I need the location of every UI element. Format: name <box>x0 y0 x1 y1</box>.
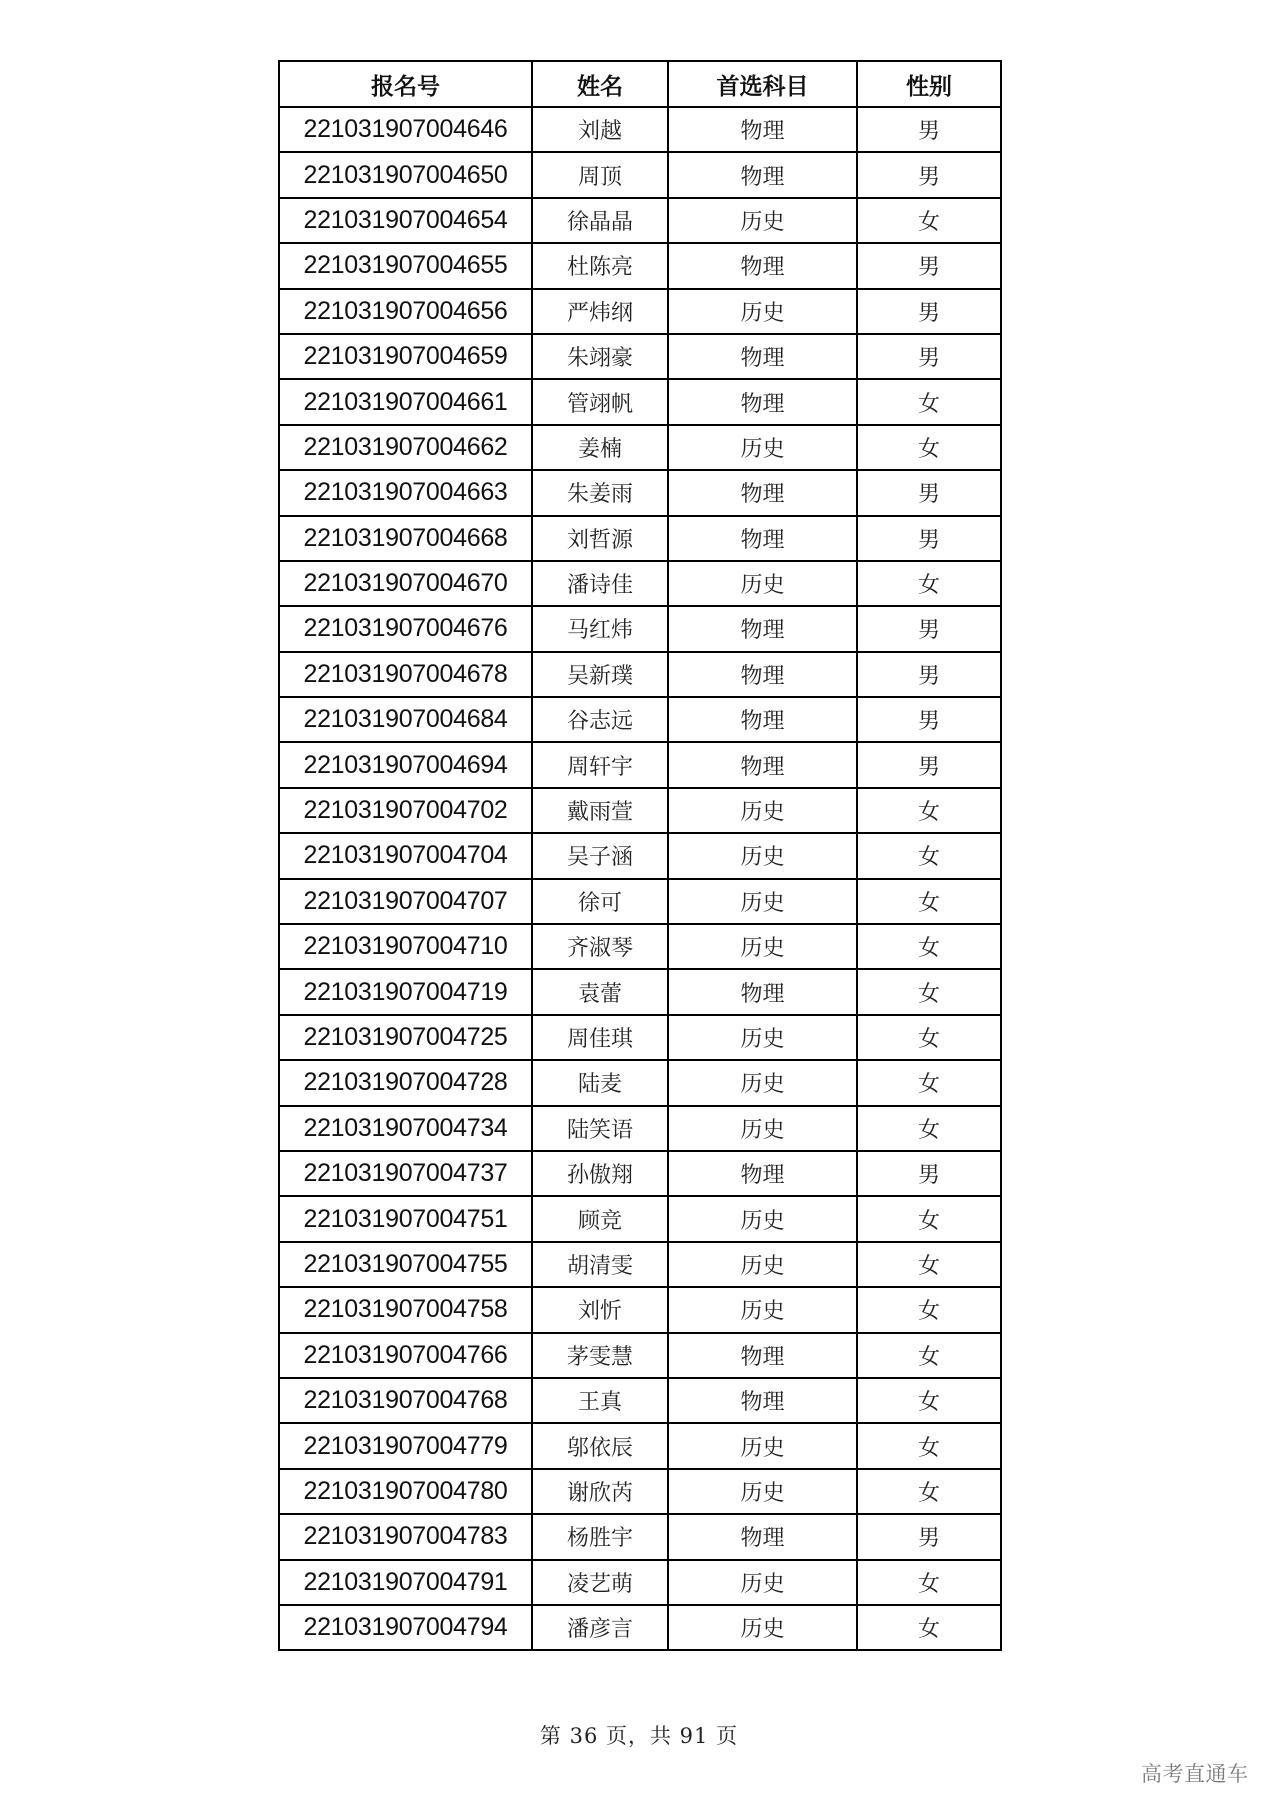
subject-cell: 物理 <box>668 379 857 424</box>
table-row <box>279 969 1001 1014</box>
table-row <box>279 152 1001 197</box>
table-row <box>279 1015 1001 1060</box>
registration-number-cell: 221031907004758 <box>279 1287 532 1332</box>
registration-number-cell: 221031907004676 <box>279 606 532 651</box>
table-row <box>279 334 1001 379</box>
table-row <box>279 1605 1001 1650</box>
registration-number-cell: 221031907004704 <box>279 833 532 878</box>
gender-cell: 女 <box>857 1560 1001 1605</box>
subject-cell: 物理 <box>668 1378 857 1423</box>
name-cell: 严炜纲 <box>532 289 668 334</box>
gender-cell: 男 <box>857 470 1001 515</box>
gender-cell: 男 <box>857 152 1001 197</box>
table-row <box>279 198 1001 243</box>
gender-cell: 女 <box>857 1469 1001 1514</box>
gender-cell: 男 <box>857 289 1001 334</box>
table-row <box>279 425 1001 470</box>
subject-cell: 历史 <box>668 1106 857 1151</box>
name-cell: 陆笑语 <box>532 1106 668 1151</box>
table-row <box>279 652 1001 697</box>
page-number-footer: 第 36 页，共 91 页 <box>539 1724 739 1748</box>
name-cell: 周轩宇 <box>532 742 668 787</box>
registration-number-cell: 221031907004780 <box>279 1469 532 1514</box>
gender-cell: 男 <box>857 107 1001 152</box>
gender-cell: 女 <box>857 833 1001 878</box>
table-row <box>279 697 1001 742</box>
table-row <box>279 833 1001 878</box>
table-row <box>279 742 1001 787</box>
subject-cell: 历史 <box>668 788 857 833</box>
subject-cell: 历史 <box>668 833 857 878</box>
registration-number-cell: 221031907004783 <box>279 1514 532 1559</box>
subject-cell: 物理 <box>668 1514 857 1559</box>
table-row <box>279 1514 1001 1559</box>
registration-number-cell: 221031907004655 <box>279 243 532 288</box>
table-row <box>279 1333 1001 1378</box>
subject-cell: 物理 <box>668 152 857 197</box>
subject-cell: 历史 <box>668 1423 857 1468</box>
name-cell: 吴子涵 <box>532 833 668 878</box>
gender-cell: 女 <box>857 1196 1001 1241</box>
gender-cell: 男 <box>857 697 1001 742</box>
table-row <box>279 1060 1001 1105</box>
name-cell: 朱翊豪 <box>532 334 668 379</box>
table-header-row <box>279 61 1001 107</box>
table-row <box>279 289 1001 334</box>
subject-cell: 历史 <box>668 1605 857 1650</box>
gender-cell: 男 <box>857 742 1001 787</box>
name-cell: 杜陈亮 <box>532 243 668 288</box>
subject-cell: 物理 <box>668 1333 857 1378</box>
name-cell: 王真 <box>532 1378 668 1423</box>
table-row <box>279 606 1001 651</box>
gender-cell: 女 <box>857 198 1001 243</box>
subject-cell: 物理 <box>668 107 857 152</box>
subject-cell: 历史 <box>668 1469 857 1514</box>
name-cell: 谷志远 <box>532 697 668 742</box>
name-cell: 刘越 <box>532 107 668 152</box>
table-row <box>279 1378 1001 1423</box>
registration-number-cell: 221031907004791 <box>279 1560 532 1605</box>
name-cell: 朱姜雨 <box>532 470 668 515</box>
subject-cell: 历史 <box>668 561 857 606</box>
registration-number-cell: 221031907004734 <box>279 1106 532 1151</box>
registration-number-cell: 221031907004702 <box>279 788 532 833</box>
registration-number-cell: 221031907004668 <box>279 516 532 561</box>
gender-cell: 男 <box>857 1514 1001 1559</box>
registration-number-cell: 221031907004755 <box>279 1242 532 1287</box>
gender-cell: 男 <box>857 606 1001 651</box>
gender-cell: 女 <box>857 1287 1001 1332</box>
table-row <box>279 379 1001 424</box>
table-row <box>279 1196 1001 1241</box>
name-cell: 谢欣芮 <box>532 1469 668 1514</box>
subject-cell: 物理 <box>668 1151 857 1196</box>
subject-cell: 物理 <box>668 697 857 742</box>
registration-number-cell: 221031907004766 <box>279 1333 532 1378</box>
table-row <box>279 788 1001 833</box>
name-cell: 吴新璞 <box>532 652 668 697</box>
registration-number-cell: 221031907004654 <box>279 198 532 243</box>
subject-cell: 历史 <box>668 1196 857 1241</box>
subject-cell: 物理 <box>668 606 857 651</box>
subject-cell: 历史 <box>668 924 857 969</box>
header-registration-number: 报名号 <box>279 61 532 107</box>
registration-number-cell: 221031907004656 <box>279 289 532 334</box>
table-row <box>279 107 1001 152</box>
name-cell: 周佳琪 <box>532 1015 668 1060</box>
table-body <box>279 107 1001 1650</box>
registration-number-cell: 221031907004684 <box>279 697 532 742</box>
subject-cell: 历史 <box>668 1560 857 1605</box>
name-cell: 凌艺萌 <box>532 1560 668 1605</box>
name-cell: 马红炜 <box>532 606 668 651</box>
subject-cell: 历史 <box>668 1060 857 1105</box>
name-cell: 徐晶晶 <box>532 198 668 243</box>
registration-number-cell: 221031907004794 <box>279 1605 532 1650</box>
subject-cell: 物理 <box>668 334 857 379</box>
registration-number-cell: 221031907004779 <box>279 1423 532 1468</box>
name-cell: 袁蕾 <box>532 969 668 1014</box>
subject-cell: 历史 <box>668 879 857 924</box>
table-row <box>279 879 1001 924</box>
name-cell: 刘哲源 <box>532 516 668 561</box>
gender-cell: 女 <box>857 1015 1001 1060</box>
name-cell: 刘忻 <box>532 1287 668 1332</box>
registration-number-cell: 221031907004646 <box>279 107 532 152</box>
table-row <box>279 1151 1001 1196</box>
subject-cell: 历史 <box>668 425 857 470</box>
subject-cell: 历史 <box>668 1287 857 1332</box>
subject-cell: 历史 <box>668 198 857 243</box>
gender-cell: 男 <box>857 1151 1001 1196</box>
subject-cell: 物理 <box>668 516 857 561</box>
gender-cell: 男 <box>857 652 1001 697</box>
name-cell: 茅雯慧 <box>532 1333 668 1378</box>
gender-cell: 女 <box>857 1378 1001 1423</box>
gender-cell: 女 <box>857 1242 1001 1287</box>
gender-cell: 女 <box>857 879 1001 924</box>
registration-number-cell: 221031907004751 <box>279 1196 532 1241</box>
subject-cell: 历史 <box>668 1242 857 1287</box>
gender-cell: 男 <box>857 334 1001 379</box>
table-row <box>279 561 1001 606</box>
gender-cell: 女 <box>857 788 1001 833</box>
name-cell: 胡清雯 <box>532 1242 668 1287</box>
name-cell: 邬依辰 <box>532 1423 668 1468</box>
gender-cell: 女 <box>857 1106 1001 1151</box>
gender-cell: 女 <box>857 1605 1001 1650</box>
gender-cell: 女 <box>857 1060 1001 1105</box>
table-row <box>279 1560 1001 1605</box>
gender-cell: 女 <box>857 425 1001 470</box>
registration-number-cell: 221031907004710 <box>279 924 532 969</box>
registration-number-cell: 221031907004737 <box>279 1151 532 1196</box>
header-primary-subject: 首选科目 <box>668 61 857 107</box>
table-row <box>279 1469 1001 1514</box>
name-cell: 管翊帆 <box>532 379 668 424</box>
name-cell: 齐淑琴 <box>532 924 668 969</box>
subject-cell: 物理 <box>668 969 857 1014</box>
registration-number-cell: 221031907004707 <box>279 879 532 924</box>
table-row <box>279 516 1001 561</box>
registration-number-cell: 221031907004670 <box>279 561 532 606</box>
gender-cell: 女 <box>857 924 1001 969</box>
subject-cell: 历史 <box>668 1015 857 1060</box>
registration-number-cell: 221031907004662 <box>279 425 532 470</box>
registration-number-cell: 221031907004719 <box>279 969 532 1014</box>
gender-cell: 女 <box>857 969 1001 1014</box>
table-row <box>279 1106 1001 1151</box>
table-row <box>279 1242 1001 1287</box>
registration-number-cell: 221031907004661 <box>279 379 532 424</box>
subject-cell: 物理 <box>668 742 857 787</box>
registration-number-cell: 221031907004650 <box>279 152 532 197</box>
subject-cell: 物理 <box>668 470 857 515</box>
gender-cell: 男 <box>857 243 1001 288</box>
gender-cell: 女 <box>857 1423 1001 1468</box>
subject-cell: 物理 <box>668 243 857 288</box>
name-cell: 孙傲翔 <box>532 1151 668 1196</box>
registration-number-cell: 221031907004768 <box>279 1378 532 1423</box>
registration-number-cell: 221031907004728 <box>279 1060 532 1105</box>
table-row <box>279 924 1001 969</box>
header-gender: 性别 <box>857 61 1001 107</box>
registration-number-cell: 221031907004663 <box>279 470 532 515</box>
name-cell: 戴雨萱 <box>532 788 668 833</box>
table-row <box>279 1423 1001 1468</box>
name-cell: 周顶 <box>532 152 668 197</box>
gender-cell: 女 <box>857 1333 1001 1378</box>
gender-cell: 女 <box>857 561 1001 606</box>
table-row <box>279 243 1001 288</box>
name-cell: 潘彦言 <box>532 1605 668 1650</box>
name-cell: 徐可 <box>532 879 668 924</box>
name-cell: 杨胜宇 <box>532 1514 668 1559</box>
name-cell: 陆麦 <box>532 1060 668 1105</box>
name-cell: 潘诗佳 <box>532 561 668 606</box>
gender-cell: 男 <box>857 516 1001 561</box>
watermark: 高考直通车 <box>1141 1762 1249 1786</box>
registration-number-cell: 221031907004678 <box>279 652 532 697</box>
name-cell: 顾竞 <box>532 1196 668 1241</box>
table-row <box>279 470 1001 515</box>
student-roster-table <box>278 60 1002 1651</box>
subject-cell: 物理 <box>668 652 857 697</box>
registration-number-cell: 221031907004725 <box>279 1015 532 1060</box>
name-cell: 姜楠 <box>532 425 668 470</box>
gender-cell: 女 <box>857 379 1001 424</box>
registration-number-cell: 221031907004659 <box>279 334 532 379</box>
header-name: 姓名 <box>532 61 668 107</box>
registration-number-cell: 221031907004694 <box>279 742 532 787</box>
table-row <box>279 1287 1001 1332</box>
subject-cell: 历史 <box>668 289 857 334</box>
